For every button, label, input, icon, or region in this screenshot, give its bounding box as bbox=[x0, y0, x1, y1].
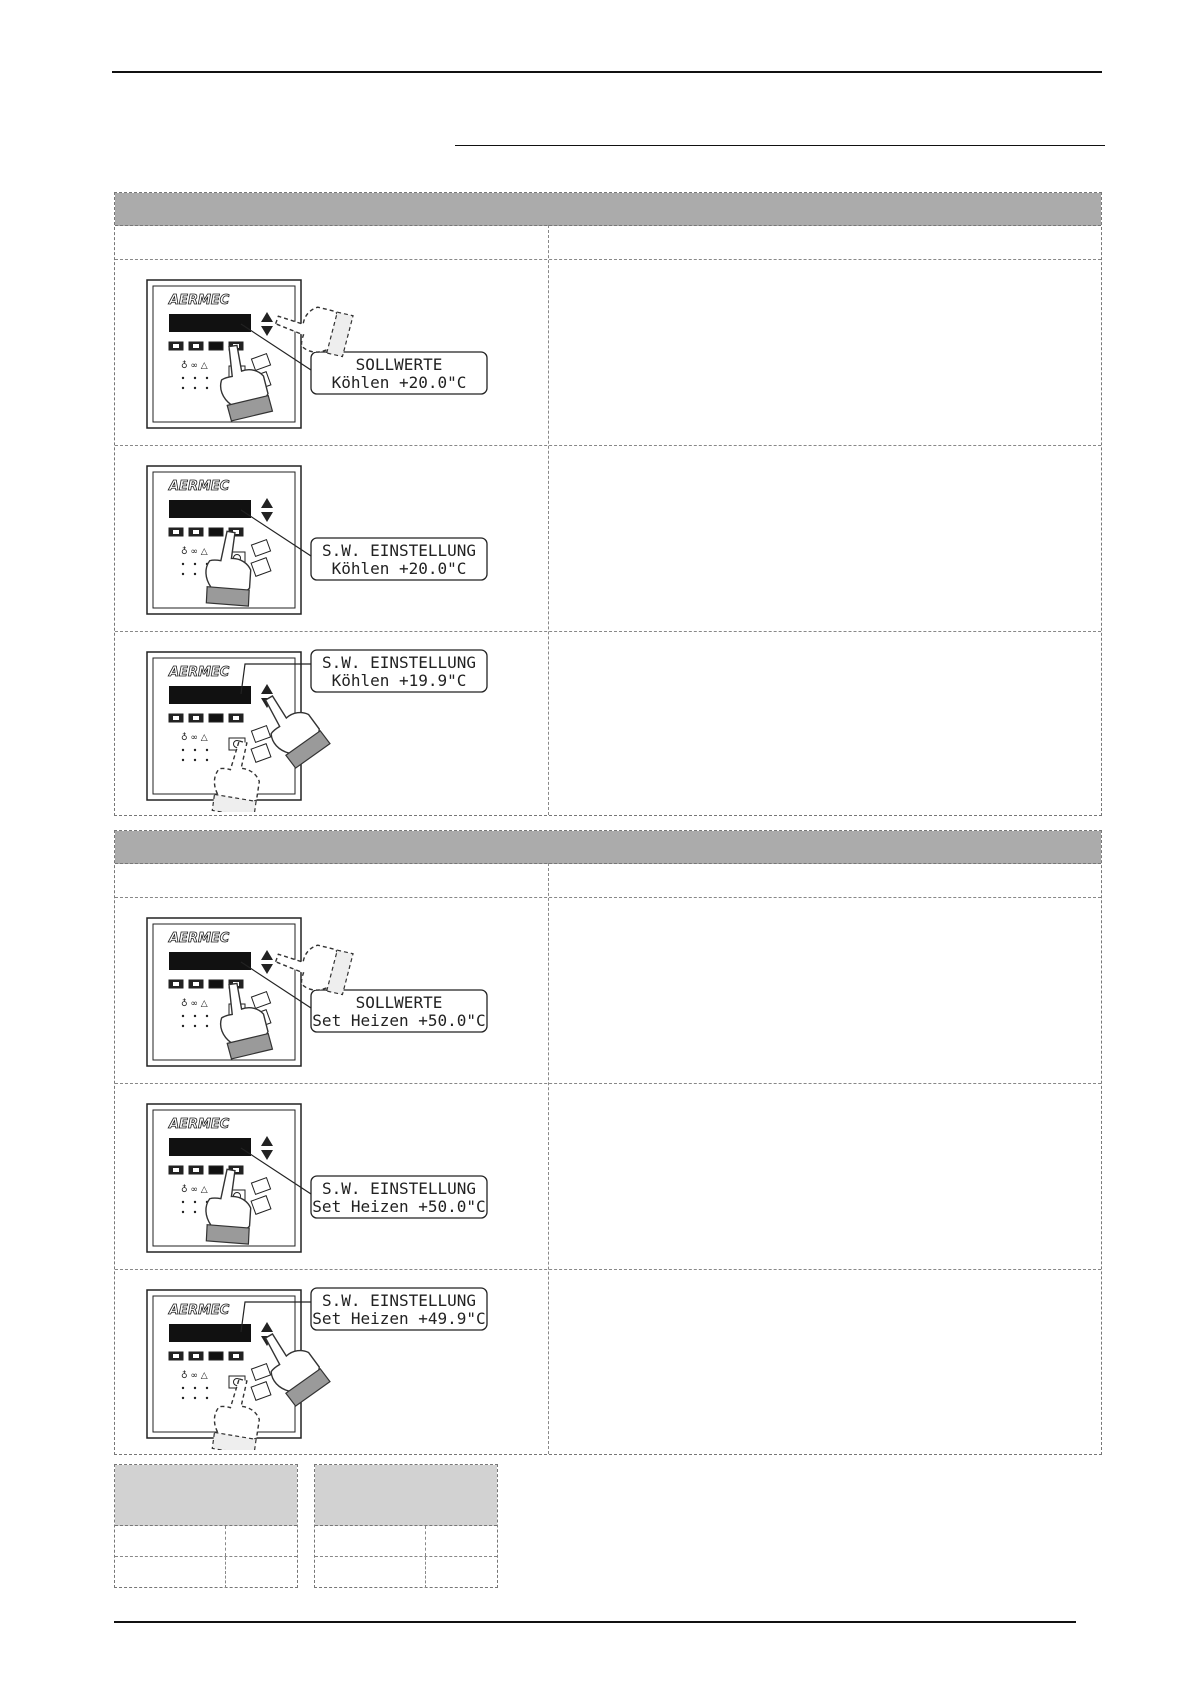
led-dot bbox=[194, 573, 196, 575]
status-icons: ♁ ∞ △ bbox=[181, 733, 208, 743]
step-row bbox=[115, 1270, 1101, 1456]
controller-panel-illustration bbox=[145, 270, 525, 440]
lcd-line-1: SOLLWERTE bbox=[355, 355, 443, 374]
led-dot bbox=[194, 563, 196, 565]
small-table-row bbox=[315, 1526, 497, 1557]
led-dot bbox=[206, 759, 208, 761]
panel-button bbox=[209, 528, 223, 536]
led-dot bbox=[206, 749, 208, 751]
controller-panel-illustration bbox=[145, 1094, 525, 1264]
led-dot bbox=[182, 749, 184, 751]
controller-panel-illustration bbox=[145, 642, 525, 812]
led-dot bbox=[206, 387, 208, 389]
top-rule bbox=[112, 71, 1102, 73]
status-icons: ♁ ∞ △ bbox=[181, 361, 208, 371]
lcd-line-1: S.W. EINSTELLUNG bbox=[321, 653, 477, 672]
led-dot bbox=[206, 1015, 208, 1017]
lcd-line-1: S.W. EINSTELLUNG bbox=[321, 1179, 477, 1198]
aermec-logo: AERMEC bbox=[169, 665, 230, 680]
led-dot bbox=[206, 1397, 208, 1399]
step-row bbox=[115, 898, 1101, 1084]
panel-button bbox=[209, 1352, 223, 1360]
led-dot bbox=[194, 377, 196, 379]
controller-panel-illustration bbox=[145, 1280, 525, 1450]
led-dot bbox=[206, 1387, 208, 1389]
status-icons: ♁ ∞ △ bbox=[181, 999, 208, 1009]
led-dot bbox=[206, 377, 208, 379]
title-rule bbox=[455, 145, 1105, 146]
led-dot bbox=[194, 1015, 196, 1017]
led-dot bbox=[206, 1025, 208, 1027]
status-icons: ♁ ∞ △ bbox=[181, 547, 208, 557]
step-row bbox=[115, 446, 1101, 632]
bottom-rule bbox=[114, 1621, 1076, 1623]
panel-display bbox=[169, 500, 251, 518]
status-icons: ♁ ∞ △ bbox=[181, 1185, 208, 1195]
controller-panel-illustration bbox=[145, 456, 525, 626]
led-dot bbox=[182, 1211, 184, 1213]
led-dot bbox=[194, 1387, 196, 1389]
lcd-line-2: Set Heizen +50.0"C bbox=[312, 1197, 486, 1216]
panel-button bbox=[209, 980, 223, 988]
heating-setpoint-section bbox=[114, 830, 1102, 1455]
lcd-line-2: Köhlen +19.9"C bbox=[331, 671, 467, 690]
step-row bbox=[115, 1084, 1101, 1270]
panel-button bbox=[209, 1166, 223, 1174]
led-dot bbox=[182, 1015, 184, 1017]
small-table-header bbox=[315, 1465, 497, 1526]
lcd-line-1: S.W. EINSTELLUNG bbox=[321, 1291, 477, 1310]
led-dot bbox=[182, 377, 184, 379]
lcd-line-2: Köhlen +20.0"C bbox=[331, 559, 467, 578]
small-table-row bbox=[115, 1526, 297, 1557]
led-dot bbox=[194, 1397, 196, 1399]
aermec-logo: AERMEC bbox=[169, 1303, 230, 1318]
led-dot bbox=[194, 1201, 196, 1203]
led-dot bbox=[182, 387, 184, 389]
led-dot bbox=[182, 759, 184, 761]
panel-display bbox=[169, 952, 251, 970]
step-row bbox=[115, 260, 1101, 446]
led-dot bbox=[194, 1211, 196, 1213]
led-dot bbox=[194, 387, 196, 389]
aermec-logo: AERMEC bbox=[169, 931, 230, 946]
panel-display bbox=[169, 1138, 251, 1156]
panel-display bbox=[169, 1324, 251, 1342]
led-dot bbox=[194, 1025, 196, 1027]
lcd-line-2: Set Heizen +49.9"C bbox=[312, 1309, 486, 1328]
panel-display bbox=[169, 686, 251, 704]
panel-button bbox=[209, 342, 223, 350]
controller-panel-illustration bbox=[145, 908, 525, 1078]
aermec-logo: AERMEC bbox=[169, 479, 230, 494]
panel-display bbox=[169, 314, 251, 332]
small-table-row bbox=[115, 1557, 297, 1588]
led-dot bbox=[182, 573, 184, 575]
column-header-row bbox=[115, 226, 1101, 260]
step-row bbox=[115, 632, 1101, 817]
led-dot bbox=[182, 1025, 184, 1027]
cooling-setpoint-section bbox=[114, 192, 1102, 816]
aermec-logo: AERMEC bbox=[169, 1117, 230, 1132]
led-dot bbox=[182, 1201, 184, 1203]
lcd-line-1: SOLLWERTE bbox=[355, 993, 443, 1012]
small-table-header bbox=[115, 1465, 297, 1526]
column-header-row bbox=[115, 864, 1101, 898]
status-icons: ♁ ∞ △ bbox=[181, 1371, 208, 1381]
small-table-row bbox=[315, 1557, 497, 1588]
led-dot bbox=[182, 1397, 184, 1399]
led-dot bbox=[182, 1387, 184, 1389]
panel-button bbox=[209, 714, 223, 722]
led-dot bbox=[182, 563, 184, 565]
lcd-line-1: S.W. EINSTELLUNG bbox=[321, 541, 477, 560]
lcd-line-2: Set Heizen +50.0"C bbox=[312, 1011, 486, 1030]
section-header bbox=[115, 831, 1101, 864]
lcd-line-2: Köhlen +20.0"C bbox=[331, 373, 467, 392]
small-table-left bbox=[114, 1464, 298, 1588]
aermec-logo: AERMEC bbox=[169, 293, 230, 308]
led-dot bbox=[194, 759, 196, 761]
section-header bbox=[115, 193, 1101, 226]
small-table-right bbox=[314, 1464, 498, 1588]
led-dot bbox=[194, 749, 196, 751]
